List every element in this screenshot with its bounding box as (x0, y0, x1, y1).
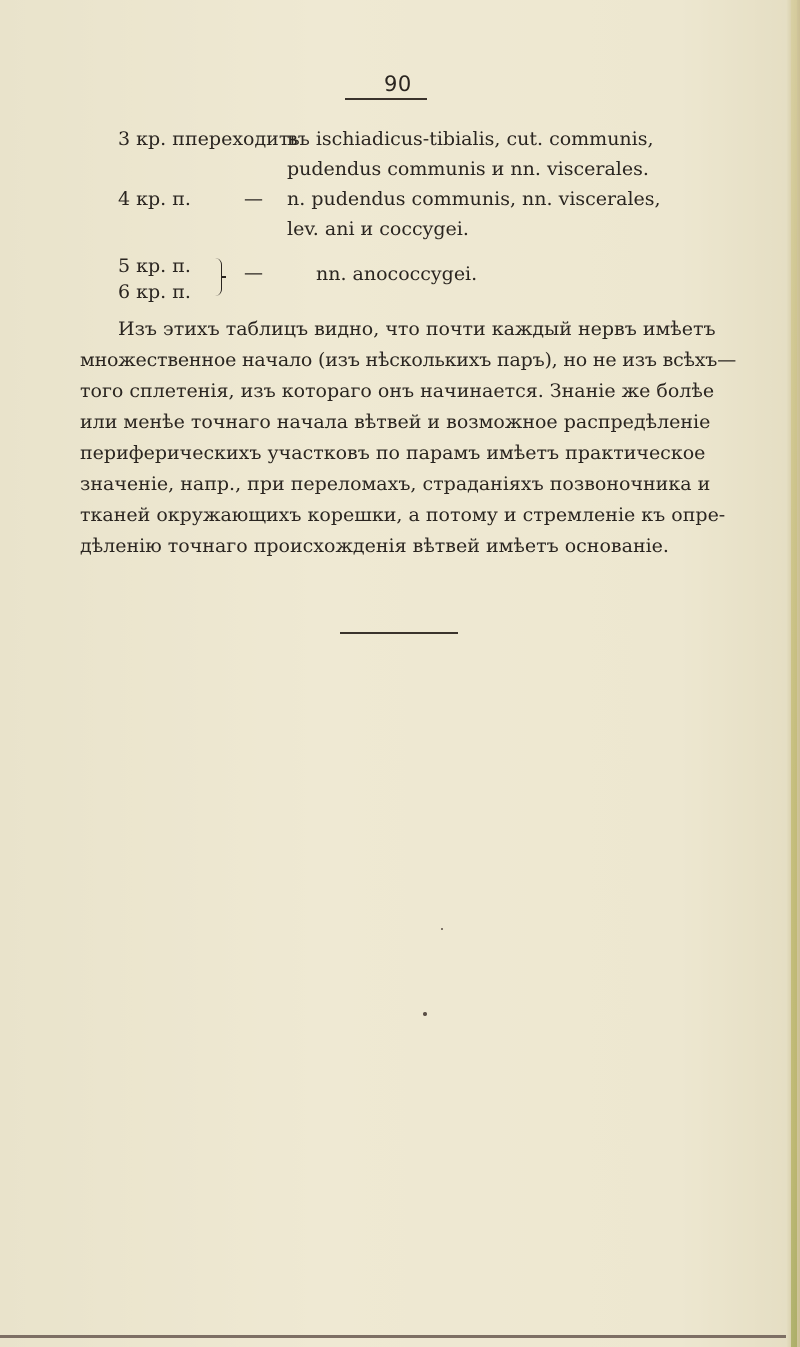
paragraph-line: Изъ этихъ таблицъ видно, что почти каждый нервъ имѣетъ (118, 318, 716, 340)
page-bottom-edge (0, 1335, 786, 1338)
paragraph-line: тканей окружающихъ корешки, а потому и стремленіе къ опре- (80, 504, 726, 526)
table-row-4-label: 4 кр. п. (118, 188, 191, 210)
paragraph-line: дѣленію точнаго происхожденія вѣтвей имѣетъ основаніе. (80, 535, 669, 557)
page-edge-stain (791, 0, 797, 1347)
paragraph-line: периферическихъ участковъ по парамъ имѣетъ практическое (80, 442, 706, 464)
section-separator (340, 632, 458, 634)
table-row-4-text: n. pudendus communis, nn. viscerales, (287, 188, 661, 210)
paragraph-line: множественное начало (изъ нѣсколькихъ паръ), но не изъ всѣхъ— (80, 349, 736, 371)
page-number-rule (345, 98, 427, 100)
table-row-3-label: 3 кр. п. (118, 128, 191, 150)
ink-speck (423, 1012, 427, 1016)
table-row-5-6-dash: — (244, 262, 263, 284)
ink-speck (441, 928, 443, 930)
table-row-5-label: 5 кр. п. (118, 255, 191, 277)
paragraph-line: того сплетенія, изъ котораго онъ начинается. Знаніе же болѣе (80, 380, 715, 402)
paragraph-line: значеніе, напр., при переломахъ, страданіяхъ позвоночника и (80, 473, 711, 495)
table-row-5-6-text: nn. anococcygei. (316, 263, 478, 285)
curly-brace-tip (221, 276, 226, 278)
page-number: 90 (384, 72, 412, 96)
table-row-3-text: въ ischiadicus-tibialis, cut. communis, (287, 128, 654, 150)
table-row-4-continuation: lev. ani и coccygei. (287, 218, 469, 240)
table-row-3-continuation: pudendus communis и nn. viscerales. (287, 158, 649, 180)
table-row-4-dash: — (244, 188, 263, 210)
table-row-3-verb: переходить (185, 128, 300, 150)
table-row-6-label: 6 кр. п. (118, 281, 191, 303)
paragraph-line: или менѣе точнаго начала вѣтвей и возможное распредѣленіе (80, 411, 711, 433)
